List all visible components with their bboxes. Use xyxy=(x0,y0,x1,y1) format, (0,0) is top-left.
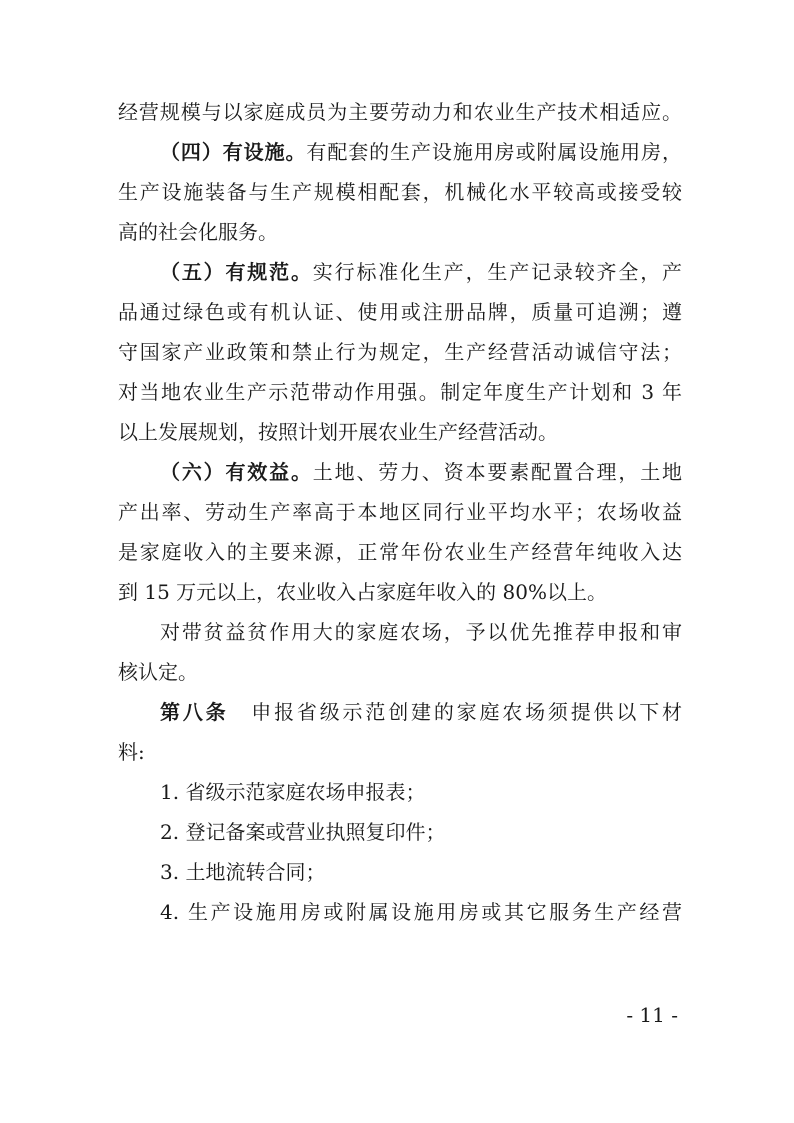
priority-line-1 xyxy=(118,618,682,646)
priority-line-2 xyxy=(118,658,682,686)
article-eight-line-1 xyxy=(118,698,682,726)
section-four-heading: （四）有设施。 xyxy=(160,140,307,164)
section-four-line-3 xyxy=(118,218,682,246)
section-six-line-3 xyxy=(118,538,682,566)
list-item xyxy=(118,858,682,886)
list-item xyxy=(118,778,682,806)
list-item-text: 1. 省级示范家庭农场申报表； xyxy=(160,780,426,804)
section-four-line-1 xyxy=(118,138,682,166)
section-five-line-4 xyxy=(118,378,682,406)
text-line: 经营规模与以家庭成员为主要劳动力和农业生产技术相适应。 xyxy=(118,100,682,124)
section-six-line-1 xyxy=(118,458,682,486)
list-item-text: 2. 登记备案或营业执照复印件； xyxy=(160,820,446,844)
section-five-heading: （五）有规范。 xyxy=(160,260,313,284)
text-line: 实行标准化生产，生产记录较齐全，产 xyxy=(312,260,682,284)
text-line: 申报省级示范创建的家庭农场须提供以下材 xyxy=(248,700,682,724)
section-five-line-2 xyxy=(118,298,682,326)
text-line: 有配套的生产设施用房或附属设施用房， xyxy=(306,140,682,164)
text-line: 土地、劳力、资本要素配置合理，土地 xyxy=(312,460,682,484)
text-line: 料: xyxy=(118,740,145,764)
section-six-line-4 xyxy=(118,578,682,606)
text-line: 品通过绿色或有机认证、使用或注册品牌，质量可追溯；遵 xyxy=(118,300,682,324)
list-item-text: 4. 生产设施用房或附属设施用房或其它服务生产经营 xyxy=(160,900,682,924)
text-line: 核认定。 xyxy=(118,660,198,684)
text-line: 高的社会化服务。 xyxy=(118,220,278,244)
list-item xyxy=(118,898,682,926)
list-item xyxy=(118,818,682,846)
article-eight-heading: 第八条 xyxy=(160,700,229,724)
text-line: 以上发展规划，按照计划开展农业生产经营活动。 xyxy=(118,420,558,444)
article-eight-line-2 xyxy=(118,738,682,766)
text-line: 产出率、劳动生产率高于本地区同行业平均水平；农场收益 xyxy=(118,500,682,524)
document-body xyxy=(118,98,682,938)
section-five-line-1 xyxy=(118,258,682,286)
list-item-text: 3. 土地流转合同； xyxy=(160,860,326,884)
text-line: 对带贫益贫作用大的家庭农场，予以优先推荐申报和审 xyxy=(160,620,682,644)
text-line: 对当地农业生产示范带动作用强。制定年度生产计划和 3 年 xyxy=(118,380,682,404)
paragraph-line xyxy=(118,98,682,126)
section-six-heading: （六）有效益。 xyxy=(160,460,313,484)
section-four-line-2 xyxy=(118,178,682,206)
section-five-line-5 xyxy=(118,418,682,446)
text-line: 守国家产业政策和禁止行为规定，生产经营活动诚信守法； xyxy=(118,340,682,364)
page-number: - 11 - xyxy=(626,1003,678,1027)
text-line: 生产设施装备与生产规模相配套，机械化水平较高或接受较 xyxy=(118,180,682,204)
section-five-line-3 xyxy=(118,338,682,366)
text-line: 到 15 万元以上，农业收入占家庭年收入的 80%以上。 xyxy=(118,580,607,604)
text-line: 是家庭收入的主要来源，正常年份农业生产经营年纯收入达 xyxy=(118,540,682,564)
section-six-line-2 xyxy=(118,498,682,526)
